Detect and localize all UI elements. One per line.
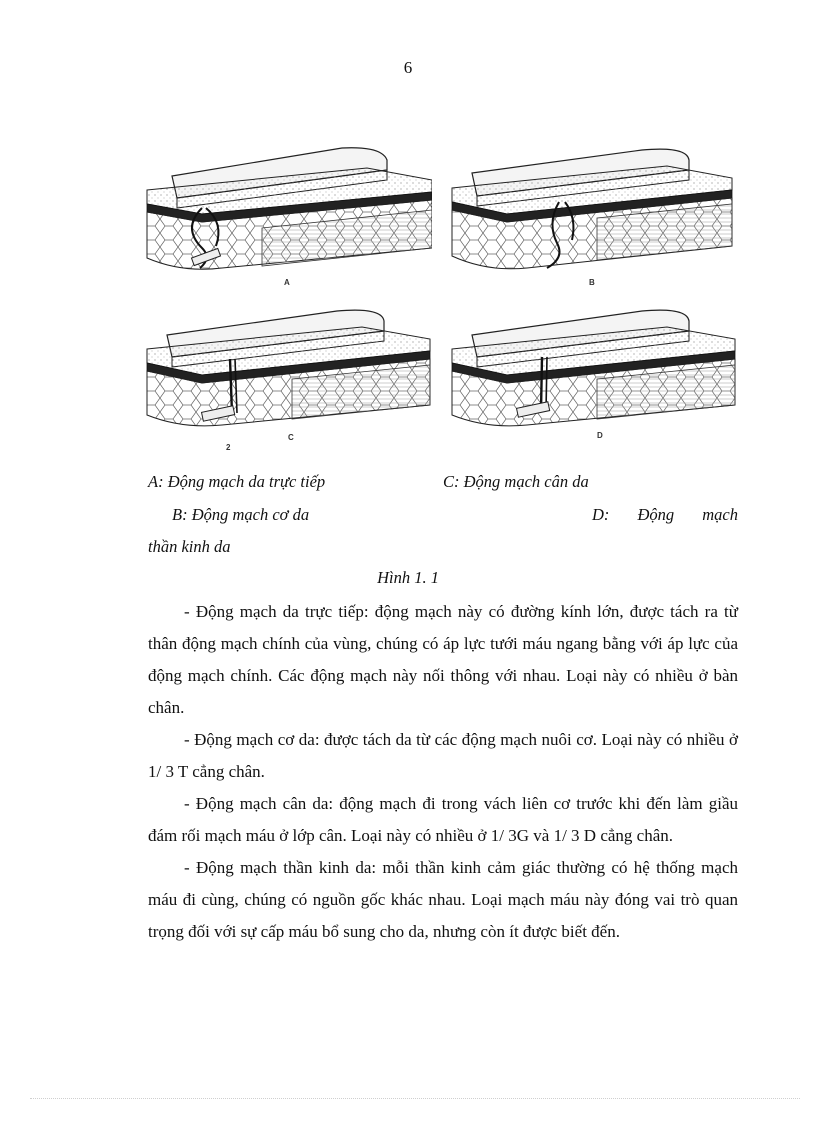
skin-flap-drawing-d — [447, 293, 737, 458]
panel-a-letter: A — [284, 278, 290, 287]
skin-flap-drawing-a — [142, 128, 432, 293]
figure-skin-flap-illustrations — [142, 128, 742, 458]
body-text — [148, 596, 738, 948]
caption-d-continuation: thần kinh da — [148, 537, 231, 556]
paragraph-musculocutaneous-artery: - Động mạch cơ da: được tách da từ các động mạch nuôi cơ. Loại này có nhiều ở 1/ 3 T cẳng chân. — [148, 730, 738, 781]
panel-c-letter: C — [288, 433, 294, 442]
caption-d-word-1: D: — [592, 505, 610, 524]
panel-c — [142, 293, 432, 458]
footer-divider — [30, 1098, 800, 1099]
panel-b — [447, 128, 737, 293]
paragraph-direct-cutaneous-artery: - Động mạch da trực tiếp: động mạch này có đường kính lớn, được tách ra từ thân động mạch chính của vùng, chúng có áp lực tưới máu ngang bằng với áp lực của động mạch chính. Các động mạch này nối thông với nhau. Loại này có nhiều ở bàn chân. — [148, 602, 738, 717]
paragraph-fasciocutaneous-artery: - Động mạch cân da: động mạch đi trong vách liên cơ trước khi đến làm giầu đám rối mạch máu ở lớp cân. Loại này có nhiều ở 1/ 3G và 1/ 3 D cẳng chân. — [148, 794, 738, 845]
panel-d — [447, 293, 737, 458]
skin-flap-drawing-b — [447, 128, 737, 293]
panel-c-number: 2 — [226, 443, 231, 452]
panel-b-letter: B — [589, 278, 595, 287]
caption-b: B: Động mạch cơ da — [172, 505, 310, 524]
caption-c: C: Động mạch cân da — [443, 472, 589, 491]
figure-title: Hình 1. 1 — [377, 568, 439, 587]
panel-d-letter: D — [597, 431, 603, 440]
caption-d — [592, 505, 738, 525]
skin-flap-drawing-c — [142, 293, 432, 458]
caption-d-word-2: Động — [637, 505, 675, 524]
page-number: 6 — [403, 58, 413, 77]
caption-a: A: Động mạch da trực tiếp — [148, 472, 326, 491]
caption-d-word-3: mạch — [702, 505, 738, 524]
paragraph-neurocutaneous-artery: - Động mạch thần kinh da: mỗi thần kinh cảm giác thường có hệ thống mạch máu đi cùng, chúng có nguồn gốc khác nhau. Loại mạch máu này đóng vai trò quan trọng đối với sự cấp máu bổ sung cho da, nhưng còn ít được biết đến. — [148, 858, 738, 941]
panel-a — [142, 128, 432, 293]
